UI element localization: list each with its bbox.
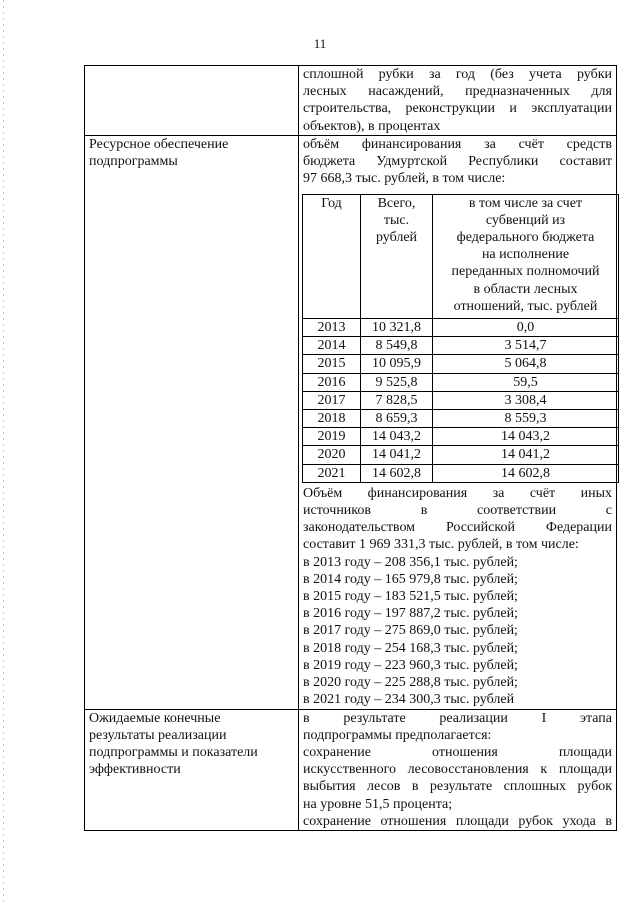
cell-total: 14 041,2: [361, 446, 433, 464]
text-line: бюджета Удмуртской Республики составит: [303, 154, 612, 170]
cell-total: 14 043,2: [361, 428, 433, 446]
cell-total: 8 549,8: [361, 337, 433, 355]
row-label-empty: [85, 66, 299, 136]
budget-row: [303, 337, 619, 355]
budget-row: [303, 464, 619, 482]
text-line: законодательством Российской Федерации: [303, 520, 612, 536]
row-content-resources: [299, 136, 617, 710]
budget-row: [303, 428, 619, 446]
label-line: Ожидаемые конечные: [89, 710, 221, 726]
header-line: отношений, тыс. рублей: [453, 298, 598, 314]
text-line: искусственного лесовосстановления к площади: [303, 762, 612, 778]
text-line: объектов), в процентах: [303, 118, 441, 134]
list-item: в 2021 году – 234 300,3 тыс. рублей: [303, 692, 515, 708]
text-line: Объём финансирования за счёт иных: [303, 485, 612, 501]
cell-subvention: 14 602,8: [433, 464, 619, 482]
row-label-resources: [85, 136, 299, 710]
list-item: в 2020 году – 225 288,8 тыс. рублей;: [303, 675, 518, 691]
label-line: подпрограммы: [89, 154, 178, 170]
cell-year: 2021: [303, 464, 361, 482]
row-content-continuation: [299, 66, 617, 136]
cell-subvention: 0,0: [433, 319, 619, 337]
other-sources-by-year-list: [303, 554, 612, 709]
header-line: федерального бюджета: [456, 230, 595, 246]
passport-table: [84, 65, 617, 831]
header-subvention: [433, 194, 619, 318]
budget-table: [302, 194, 619, 483]
cell-subvention: 5 064,8: [433, 355, 619, 373]
cell-subvention: 14 043,2: [433, 428, 619, 446]
row-content-results: [299, 709, 617, 830]
header-line: субвенций из: [485, 212, 566, 228]
cell-subvention: 3 308,4: [433, 391, 619, 409]
text-line: сохранение отношения площади: [303, 744, 612, 760]
table-row-results: [85, 709, 617, 830]
table-row-continuation: [85, 66, 617, 136]
label-line: эффективности: [89, 762, 181, 778]
header-line: тыс.: [383, 212, 410, 228]
text-line: лесных насаждений, предназначенных для: [303, 84, 612, 100]
text-line: строительства, реконструкции и эксплуатации: [303, 101, 612, 117]
text-line: подпрограммы предполагается:: [303, 727, 492, 743]
label-line: результаты реализации: [89, 727, 227, 743]
list-item: в 2019 году – 223 960,3 тыс. рублей;: [303, 657, 518, 673]
list-item: в 2013 году – 208 356,1 тыс. рублей;: [303, 554, 518, 570]
header-line: переданных полномочий: [451, 264, 600, 280]
cell-year: 2013: [303, 319, 361, 337]
row-label-results: [85, 709, 299, 830]
header-line: на исполнение: [481, 247, 570, 263]
cell-year: 2017: [303, 391, 361, 409]
cell-subvention: 59,5: [433, 373, 619, 391]
cell-year: 2020: [303, 446, 361, 464]
header-line: в области лесных: [473, 281, 578, 297]
list-item: в 2017 году – 275 869,0 тыс. рублей;: [303, 623, 518, 639]
text-line: объём финансирования за счёт средств: [303, 137, 612, 152]
budget-header-row: [303, 194, 619, 318]
text-line: сохранение отношения площади рубок ухода в: [303, 813, 612, 829]
table-row-resources: [85, 136, 617, 710]
list-item: в 2014 году – 165 979,8 тыс. рублей;: [303, 571, 518, 587]
cell-total: 10 321,8: [361, 319, 433, 337]
list-item: в 2018 году – 254 168,3 тыс. рублей;: [303, 640, 518, 656]
scan-edge-artifact: [3, 0, 4, 905]
budget-row: [303, 355, 619, 373]
cell-total: 9 525,8: [361, 373, 433, 391]
cell-year: 2016: [303, 373, 361, 391]
cell-subvention: 3 514,7: [433, 337, 619, 355]
budget-row: [303, 391, 619, 409]
header-line: рублей: [375, 230, 418, 246]
text-line: выбытия лесов в результате сплошных рубок: [303, 779, 612, 795]
cell-year: 2018: [303, 410, 361, 428]
header-year: [303, 194, 361, 318]
budget-row: [303, 410, 619, 428]
text-line: 97 668,3 тыс. рублей, в том числе:: [303, 171, 506, 187]
text-line: составит 1 969 331,3 тыс. рублей, в том числе:: [303, 537, 579, 553]
header-year-text: Год: [321, 195, 342, 211]
text-line: на уровне 51,5 процента;: [303, 796, 453, 812]
label-line: подпрограммы и показатели: [89, 744, 258, 760]
page-number: 11: [313, 36, 327, 51]
budget-row: [303, 446, 619, 464]
cell-total: 14 602,8: [361, 464, 433, 482]
cell-year: 2015: [303, 355, 361, 373]
label-line: Ресурсное обеспечение: [89, 137, 229, 152]
cell-total: 10 095,9: [361, 355, 433, 373]
cell-total: 7 828,5: [361, 391, 433, 409]
cell-total: 8 659,3: [361, 410, 433, 428]
budget-row: [303, 373, 619, 391]
header-line: Всего,: [377, 195, 416, 211]
text-line: сплошной рубки за год (без учета рубки: [303, 67, 612, 82]
cell-subvention: 8 559,3: [433, 410, 619, 428]
list-item: в 2015 году – 183 521,5 тыс. рублей;: [303, 589, 518, 605]
list-item: в 2016 году – 197 887,2 тыс. рублей;: [303, 606, 518, 622]
header-total: [361, 194, 433, 318]
text-line: в результате реализации I этапа: [303, 710, 612, 726]
cell-year: 2019: [303, 428, 361, 446]
header-line: в том числе за счет: [468, 195, 583, 211]
cell-year: 2014: [303, 337, 361, 355]
text-line: источников в соответствии с: [303, 503, 612, 519]
cell-subvention: 14 041,2: [433, 446, 619, 464]
budget-row: [303, 319, 619, 337]
